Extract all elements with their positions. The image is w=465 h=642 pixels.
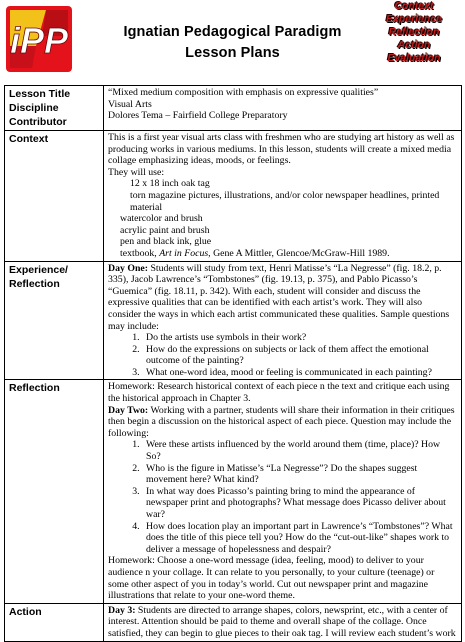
experience-content — [104, 261, 462, 380]
stack-action: Action — [397, 39, 431, 51]
reflection-content — [104, 380, 462, 603]
reflection-questions — [108, 439, 457, 555]
material-pen-ink: pen and black ink, glue — [120, 236, 212, 248]
experience-label: Experience/ Reflection — [5, 261, 104, 380]
reflection-day-two: Day Two: Working with a partner, students will share their information in their critiques then begin a discussion on the historical aspect of each piece. Question may include the following: — [108, 404, 455, 439]
action-label: Action — [5, 603, 104, 641]
material-textbook: textbook, Art in Focus, Gene A Mittler, Glencoe/McGraw-Hill 1989. — [120, 247, 390, 259]
stack-experience: Experience — [385, 13, 443, 25]
stack-context: Context — [394, 0, 434, 12]
day-two-label: Day Two: — [108, 404, 149, 416]
reflection-row — [5, 380, 462, 603]
info-values — [104, 86, 462, 131]
textbook-title: Art in Focus, — [159, 247, 211, 259]
day-one-label: Day One: — [108, 262, 149, 274]
list-item: 3. In what way does Picasso’s painting bring to mind the appearance of newspaper print and photographs? What message does Picasso deliver about war? — [142, 486, 457, 521]
reflection-homework-2: Homework: Choose a one-word message (idea, feeling, mood) to deliver to your audience n your collage. It can relate to you personally, to your culture (teenage) or some other aspect of you in today’s world. Cut out newspaper print and magazine illustrations that relate to your one-word theme. — [108, 555, 435, 602]
lesson-title: “Mixed medium composition with emphasis on expressive qualities” — [108, 87, 379, 98]
context-content — [104, 131, 462, 262]
list-item: 2. How do the expressions on subjects or lack of them affect the emotional outcome of the painting? — [142, 344, 457, 367]
experience-day-one: Day One: Students will study from text, Henri Matisse’s “La Negresse” (fig. 18.2, p. 335), Jacob Lawrence’s “Tombstones” (fig. 19.13, p. 375), and Pablo Picasso’s “Guemica” (fig. 18.11, p. 342). With each, student will consider and discuss the expressive qualities that can be identified with each artist’s work. They will also consider the ways in which each artist communicated these qualities. Sample questions may include: — [108, 262, 450, 332]
action-row — [5, 603, 462, 641]
context-they-will-use: They will use: — [108, 166, 165, 178]
context-intro: This is a first year visual arts class with freshmen who are studying art history as well as producing works in various mediums. In this lesson, students will create a mixed media collage emphasizing ideas, moods, or feelings. — [108, 132, 455, 167]
info-row — [5, 86, 462, 131]
action-day-three: Day 3: Students are directed to arrange shapes, colors, newsprint, etc., with a center of interest. Attention should be paid to theme and overall shape of the collage. Once satisfied, they can begin to glue pieces to their oak tag. I will review each student’s work — [108, 604, 456, 639]
list-item: 4. How does location play an important part in Lawrence’s “Tombstones”? What does the title of this piece tell you? How do the “cut-out-like” shapes work to deliver a message of hopelessness and despair? — [142, 521, 457, 556]
list-item: 2. Who is the figure in Matisse’s “La Negresse”? Do the shapes suggest movement here? What kind? — [142, 463, 457, 486]
contributor: Dolores Tema – Fairfield College Preparatory — [108, 110, 288, 122]
context-row — [5, 131, 462, 262]
label-lesson-title: Lesson Title — [9, 88, 71, 100]
label-contributor: Contributor — [9, 116, 67, 128]
stack-reflection: Reflection — [388, 26, 440, 38]
list-item: 1. Were these artists influenced by the world around them (time, place)? How So? — [142, 439, 457, 462]
lesson-table — [4, 85, 462, 642]
logo-lettering: iPP — [9, 20, 69, 61]
list-item: 3. What one-word idea, mood or feeling is communicated in each painting? — [142, 367, 457, 379]
action-content — [104, 603, 462, 641]
paradigm-stack — [366, 0, 462, 65]
label-discipline: Discipline — [9, 102, 59, 114]
material-acrylic: acrylic paint and brush — [120, 224, 210, 236]
stack-evaluation: Evaluation — [387, 52, 441, 64]
reflection-label: Reflection — [5, 380, 104, 603]
reflection-homework-1: Homework: Research historical context of each piece n the text and critique each using the historical approach in Chapter 3. — [108, 381, 450, 405]
discipline: Visual Arts — [108, 98, 152, 110]
material-oak-tag: 12 x 18 inch oak tag — [130, 178, 210, 190]
material-watercolor: watercolor and brush — [120, 213, 203, 225]
material-pictures: torn magazine pictures, illustrations, and/or color newspaper headlines, printed material — [130, 189, 440, 213]
experience-row — [5, 261, 462, 380]
list-item: 1. Do the artists use symbols in their work? — [142, 332, 457, 344]
page-subtitle: Lesson Plans — [185, 45, 280, 61]
experience-questions — [108, 332, 457, 378]
page-title: Ignatian Pedagogical Paradigm — [123, 24, 342, 40]
day-three-label: Day 3: — [108, 604, 136, 616]
info-labels — [5, 86, 104, 131]
context-label: Context — [5, 131, 104, 262]
